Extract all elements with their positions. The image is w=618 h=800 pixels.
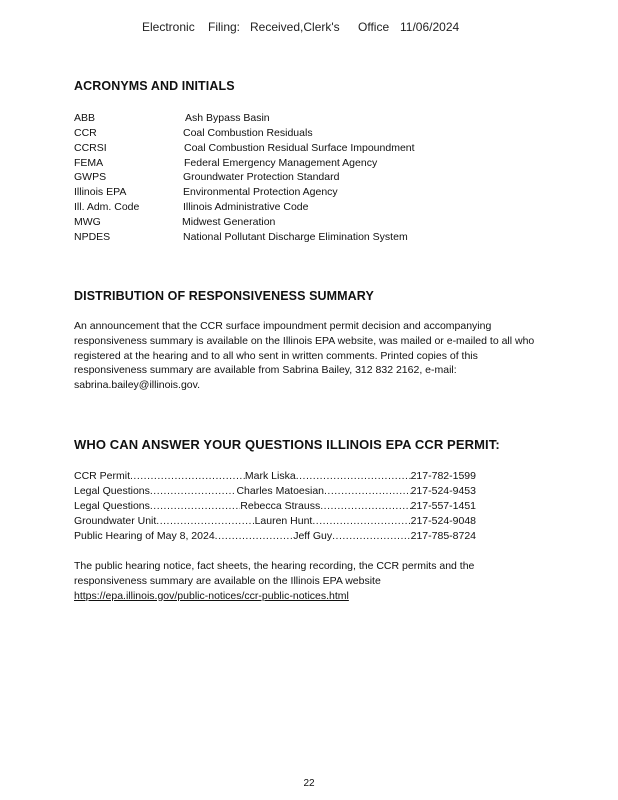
acronym-abbr: CCRSI	[74, 142, 107, 154]
header-office: Office	[358, 20, 390, 34]
acronym-definition: Illinois Administrative Code	[183, 201, 309, 213]
contact-phone: 217-782-1599	[410, 470, 476, 482]
contact-person: Charles Matoesian	[236, 485, 325, 497]
acronym-definition: Environmental Protection Agency	[183, 186, 338, 198]
contact-row	[74, 484, 476, 498]
contact-phone: 217-524-9453	[410, 485, 476, 497]
dot-leader	[320, 499, 410, 513]
page-number: 22	[303, 778, 315, 789]
closing-text: The public hearing notice, fact sheets, the hearing recording, the CCR permits and the responsiveness summary are available on the Illinois EPA website	[74, 560, 475, 587]
header-date: 11/06/2024	[400, 20, 460, 34]
contact-person: Rebecca Strauss	[240, 500, 321, 512]
acronym-definition: National Pollutant Discharge Elimination System	[183, 231, 408, 243]
contact-topic: CCR Permit	[74, 470, 131, 482]
contact-person: Jeff Guy	[293, 530, 333, 542]
contact-row	[74, 514, 476, 528]
distribution-heading: DISTRIBUTION OF RESPONSIVENESS SUMMARY	[74, 289, 374, 303]
ccr-notices-link[interactable]: https://epa.illinois.gov/public-notices/ccr-public-notices.html	[74, 589, 349, 602]
dot-leader	[312, 514, 410, 528]
acronym-abbr: GWPS	[74, 171, 107, 183]
contact-topic: Legal Questions	[74, 500, 150, 512]
contacts-heading: WHO CAN ANSWER YOUR QUESTIONS ILLINOIS EPA CCR PERMIT:	[74, 437, 500, 452]
header-electronic: Electronic	[142, 20, 195, 34]
contact-person: Lauren Hunt	[254, 515, 313, 527]
dot-leader	[296, 469, 411, 483]
contact-topic: Groundwater Unit	[74, 515, 157, 527]
closing-paragraph	[74, 559, 504, 603]
acronym-abbr: FEMA	[74, 157, 104, 169]
dot-leader	[130, 469, 245, 483]
dot-leader	[150, 499, 240, 513]
acronym-abbr: MWG	[74, 216, 101, 228]
dot-leader	[332, 529, 411, 543]
acronym-abbr: ABB	[74, 112, 96, 124]
contact-phone: 217-785-8724	[410, 530, 477, 542]
acronym-abbr: CCR	[74, 127, 97, 139]
header-filing: Filing:	[208, 20, 241, 34]
contact-topic: Public Hearing of May 8, 2024	[74, 530, 215, 542]
acronyms-heading: ACRONYMS AND INITIALS	[74, 79, 235, 93]
acronym-definition: Ash Bypass Basin	[185, 112, 270, 124]
contact-row	[74, 499, 476, 513]
acronym-abbr: NPDES	[74, 231, 111, 243]
contact-person: Mark Liska	[244, 470, 296, 482]
distribution-paragraph: An announcement that the CCR surface impoundment permit decision and accompanying responsiveness summary is available on the Illinois EPA website, was mailed or e-mailed to all who registered at the hearing and to all who sent in written comments. Printed copies of this responsiveness summary are available from Sabrina Bailey, 312 832 2162, e-mail: sabrina.bailey@illinois.gov.	[74, 320, 535, 392]
contact-topic: Legal Questions	[74, 485, 150, 497]
acronym-definition: Coal Combustion Residuals	[183, 127, 313, 139]
contact-phone: 217-557-1451	[410, 500, 476, 512]
acronym-definition: Midwest Generation	[182, 216, 276, 228]
dot-leader	[156, 514, 254, 528]
contact-phone: 217-524-9048	[410, 515, 477, 527]
contact-row	[74, 469, 476, 483]
acronym-definition: Groundwater Protection Standard	[183, 171, 340, 183]
acronym-abbr: Illinois EPA	[74, 186, 127, 198]
header-received: Received,Clerk's	[250, 20, 340, 34]
dot-leader	[215, 529, 294, 543]
dot-leader	[150, 484, 237, 498]
acronym-definition: Coal Combustion Residual Surface Impoundment	[184, 142, 415, 154]
acronym-abbr: Ill. Adm. Code	[74, 201, 140, 213]
dot-leader	[324, 484, 411, 498]
acronym-definition: Federal Emergency Management Agency	[184, 157, 378, 169]
contact-row	[74, 529, 476, 543]
